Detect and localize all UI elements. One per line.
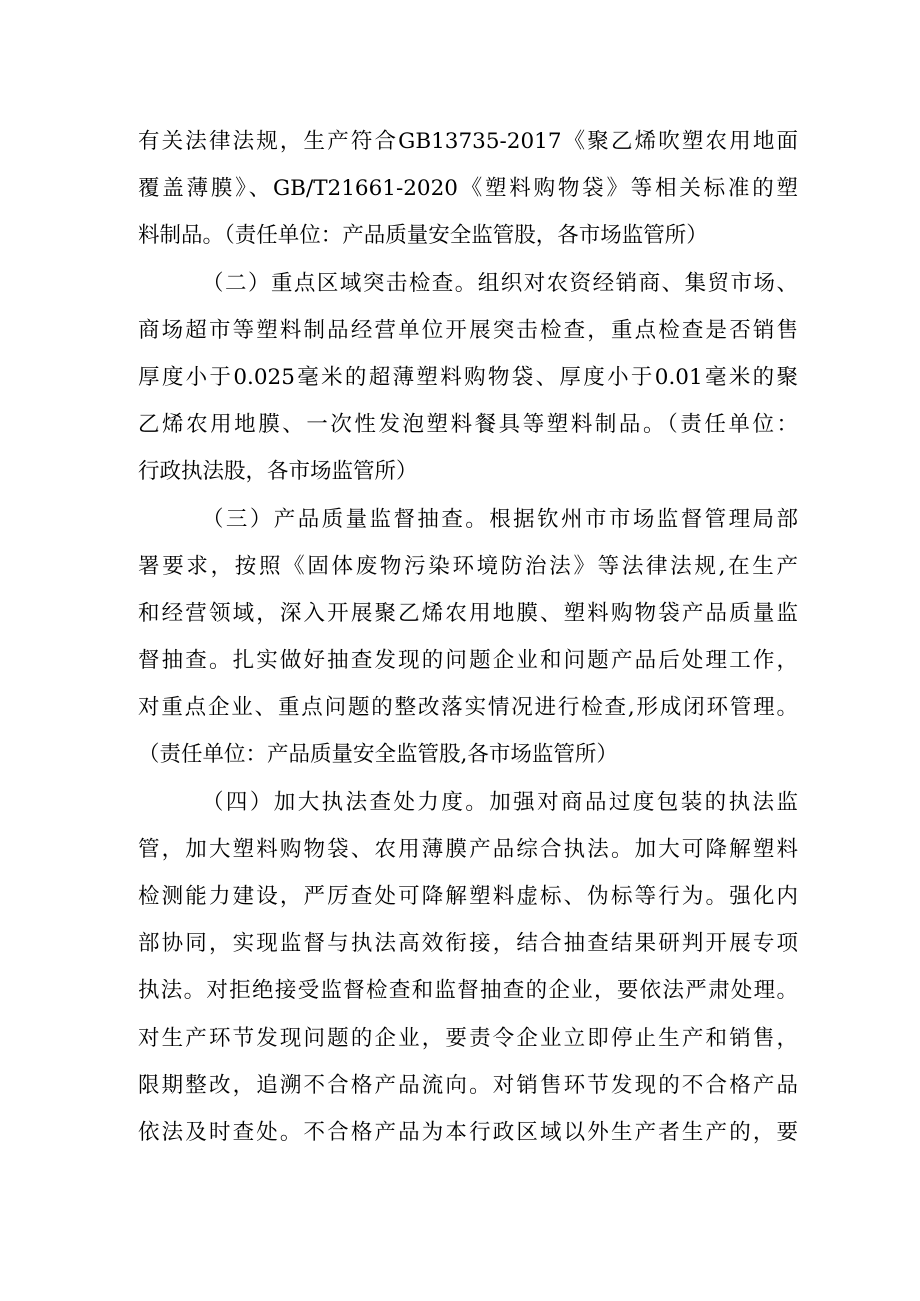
text-line: （责任单位：产品质量安全监管股,各市场监管所） [138,742,618,768]
paragraph-quality-spot-check [138,496,798,779]
text-line: 检测能力建设，严厉查处可降解塑料虚标、伪标等行为。强化内 [138,884,798,909]
text-line: 覆盖薄膜》、GB/T21661-2020《塑料购物袋》等相关标准的塑 [138,176,798,202]
text-line: 行政执法股，各市场监管所） [138,459,418,485]
text-line: 乙烯农用地膜、一次性发泡塑料餐具等塑料制品。（责任单位： [138,412,798,438]
paragraph-regulations-standards [138,118,798,260]
text-line: 署要求，按照《固体废物污染环境防治法》等法律法规,在生产 [138,553,798,579]
text-line: （三）产品质量监督抽查。根据钦州市市场监督管理局部 [202,506,798,532]
text-line: 管，加大塑料购物袋、农用薄膜产品综合执法。加大可降解塑料 [138,836,798,862]
text-line: （四）加大执法查处力度。加强对商品过度包装的执法监 [202,789,798,815]
document-body [138,118,798,1156]
paragraph-enforcement [138,779,798,1157]
text-line: 对重点企业、重点问题的整改落实情况进行检查,形成闭环管理。 [138,695,798,721]
text-line: 商场超市等塑料制品经营单位开展突击检查，重点检查是否销售 [138,317,798,343]
text-line: 限期整改，追溯不合格产品流向。对销售环节发现的不合格产品 [138,1072,798,1098]
text-line: 依法及时查处。不合格产品为本行政区域以外生产者生产的，要 [138,1119,798,1145]
text-line: 部协同，实现监督与执法高效衔接，结合抽查结果研判开展专项 [138,931,798,957]
text-line: 督抽查。扎实做好抽查发现的问题企业和问题产品后处理工作， [138,648,798,674]
text-line: 执法。对拒绝接受监督检查和监督抽查的企业，要依法严肃处理。 [138,978,798,1004]
text-line: 有关法律法规，生产符合GB13735-2017《聚乙烯吹塑农用地面 [138,129,798,154]
text-line: 和经营领域，深入开展聚乙烯农用地膜、塑料购物袋产品质量监 [138,600,798,626]
text-line: 对生产环节发现问题的企业，要责令企业立即停止生产和销售， [138,1025,798,1051]
text-line: 厚度小于0.025毫米的超薄塑料购物袋、厚度小于0.01毫米的聚 [138,364,798,390]
text-line: （二）重点区域突击检查。组织对农资经销商、集贸市场、 [202,270,798,296]
text-line: 料制品。（责任单位：产品质量安全监管股，各市场监管所） [138,223,708,249]
paragraph-key-area-inspection [138,260,798,496]
